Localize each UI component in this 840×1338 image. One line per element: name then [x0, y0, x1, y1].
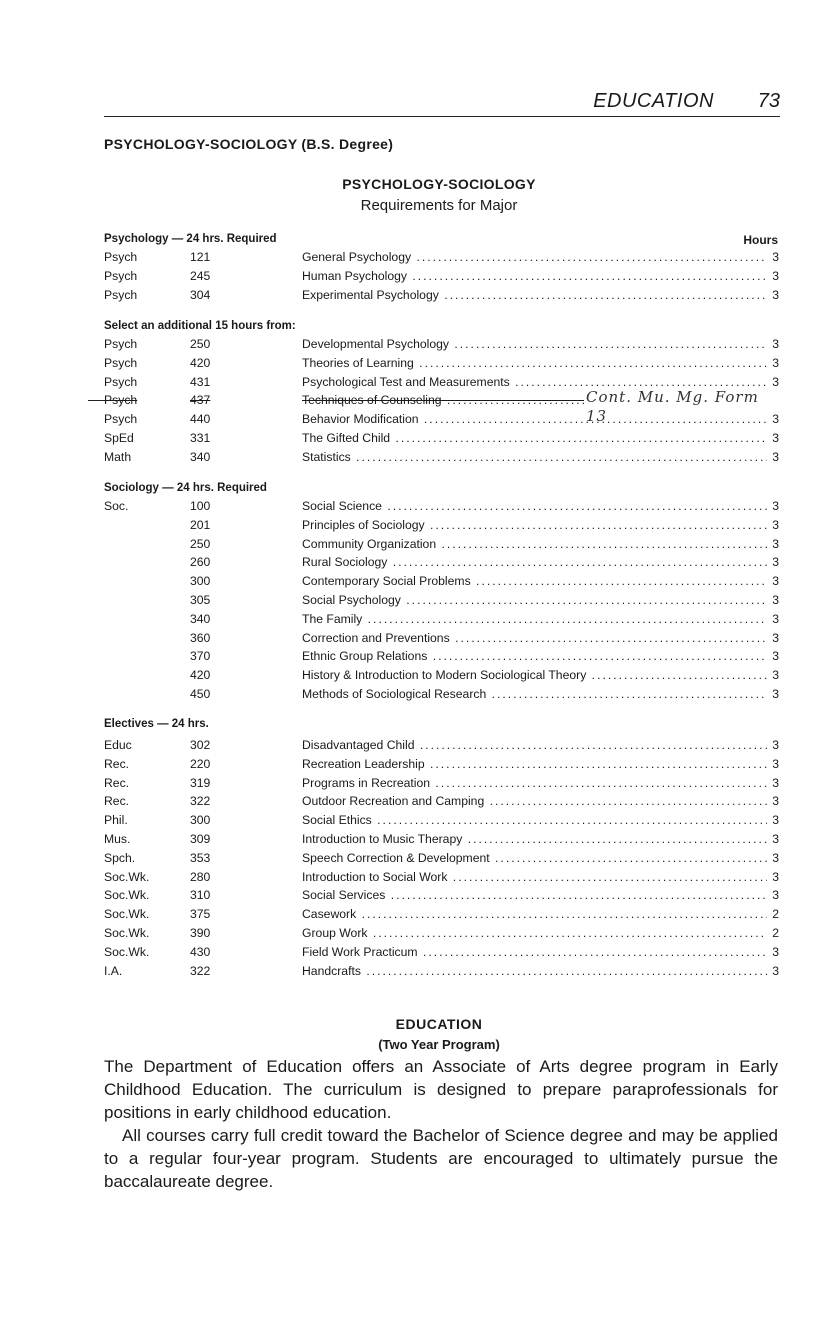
course-title: Introduction to Music Therapy .....	[302, 830, 767, 849]
course-row	[104, 286, 779, 305]
course-row	[104, 811, 779, 830]
psychology-required-list	[104, 248, 779, 304]
course-title: Community Organization .....	[302, 535, 767, 554]
course-dept: Rec.	[104, 756, 130, 771]
course-dept: Phil.	[104, 813, 128, 828]
course-dept: Soc.Wk.	[104, 907, 150, 922]
course-title: Ethnic Group Relations .....	[302, 647, 767, 666]
course-title: Human Psychology .....	[302, 267, 767, 286]
course-title: Developmental Psychology .....	[302, 335, 767, 354]
course-title: The Gifted Child .....	[302, 429, 767, 448]
course-title: Programs in Recreation .....	[302, 774, 767, 793]
course-number: 437	[190, 393, 211, 408]
course-number: 431	[190, 374, 211, 389]
additional-hours-heading: Select an additional 15 hours from:	[104, 320, 296, 332]
course-hours: 3	[772, 649, 779, 664]
course-dept: Psych	[104, 337, 138, 351]
running-head	[104, 90, 780, 117]
course-number: 360	[190, 630, 211, 645]
course-row	[104, 924, 779, 943]
course-title: Group Work .....	[302, 924, 767, 943]
course-hours: 3	[772, 337, 779, 351]
education-paragraph: All courses carry full credit toward the Bachelor of Science degree and may be applied to a regular four-year program. Students are encouraged to ultimately pursue the baccalaureate degree.	[104, 1126, 778, 1191]
course-hours: 3	[772, 574, 779, 589]
course-hours: 3	[772, 374, 779, 389]
course-hours: 3	[772, 412, 779, 427]
course-row	[104, 591, 779, 610]
course-title: Theories of Learning .....	[302, 354, 767, 373]
course-number: 260	[190, 555, 211, 570]
course-row	[104, 553, 779, 572]
course-title: Methods of Sociological Research .....	[302, 685, 767, 704]
course-hours: 3	[772, 963, 779, 978]
course-title: General Psychology .....	[302, 248, 767, 267]
course-hours: 3	[772, 813, 779, 828]
course-number: 331	[190, 430, 211, 445]
course-number: 319	[190, 775, 211, 790]
course-dept: Soc.Wk.	[104, 944, 150, 959]
course-hours: 3	[772, 831, 779, 846]
course-number: 250	[190, 337, 211, 351]
course-number: 302	[190, 738, 211, 752]
psychology-required-heading: Psychology — 24 hrs. Required	[104, 233, 277, 245]
course-title: The Family .....	[302, 610, 767, 629]
course-hours: 3	[772, 449, 779, 464]
course-hours: 3	[772, 775, 779, 790]
course-title: Correction and Preventions .....	[302, 629, 767, 648]
major-subtitle: Requirements for Major	[360, 197, 518, 214]
course-hours: 3	[772, 592, 779, 607]
course-title: Rural Sociology .....	[302, 553, 767, 572]
course-title: Techniques of Counseling .....	[302, 391, 767, 410]
course-number: 280	[190, 869, 211, 884]
course-number: 322	[190, 794, 211, 809]
course-title: Behavior Modification .....	[302, 410, 767, 429]
course-title: Social Science .....	[302, 497, 767, 516]
course-hours: 3	[772, 268, 779, 283]
electives-list	[104, 736, 779, 980]
course-dept: Soc.Wk.	[104, 888, 150, 903]
course-title: Principles of Sociology .....	[302, 516, 767, 535]
additional-hours-list	[104, 335, 779, 467]
course-hours: 3	[772, 738, 779, 752]
course-title: Field Work Practicum .....	[302, 943, 767, 962]
course-title: Speech Correction & Development .....	[302, 849, 767, 868]
course-row	[104, 886, 779, 905]
handwritten-note: Cont. Mu. Mg. Form 13	[584, 388, 779, 426]
course-title: Social Services .....	[302, 886, 767, 905]
course-row	[104, 535, 779, 554]
course-number: 430	[190, 944, 211, 959]
course-hours: 3	[772, 944, 779, 959]
course-number: 250	[190, 536, 211, 551]
course-dept: Soc.	[104, 499, 129, 513]
course-title: Handcrafts .....	[302, 962, 767, 981]
education-paragraph: The Department of Education offers an Associate of Arts degree program in Early Childhood Education. The curriculum is designed to prepare paraprofessionals for positions in early childhood education.	[104, 1057, 778, 1122]
course-row	[104, 830, 779, 849]
course-dept: Math	[104, 449, 132, 464]
course-hours: 3	[772, 668, 779, 683]
course-number: 201	[190, 517, 211, 532]
course-title: History & Introduction to Modern Sociological Theory .....	[302, 666, 767, 685]
course-hours: 3	[772, 555, 779, 570]
course-dept: Educ	[104, 738, 132, 752]
course-row	[104, 905, 779, 924]
course-hours: 3	[772, 850, 779, 865]
course-hours: 3	[772, 517, 779, 532]
course-dept: I.A.	[104, 963, 123, 978]
course-row	[104, 666, 779, 685]
course-dept: Psych	[104, 355, 138, 370]
course-row	[104, 736, 779, 755]
course-hours: 3	[772, 794, 779, 809]
course-title: Contemporary Social Problems .....	[302, 572, 767, 591]
course-dept: Spch.	[104, 850, 136, 865]
course-row	[104, 448, 779, 467]
course-number: 340	[190, 449, 211, 464]
education-subtitle: (Two Year Program)	[378, 1037, 500, 1052]
course-dept: SpEd	[104, 430, 134, 445]
course-hours: 3	[772, 686, 779, 701]
course-number: 375	[190, 907, 211, 922]
course-number: 322	[190, 963, 211, 978]
course-number: 121	[190, 250, 211, 264]
course-row	[104, 943, 779, 962]
course-title: Social Ethics .....	[302, 811, 767, 830]
course-number: 304	[190, 287, 211, 302]
course-title: Introduction to Social Work .....	[302, 868, 767, 887]
course-dept: Psych	[104, 250, 138, 264]
hours-column-heading: Hours	[743, 233, 778, 247]
course-row	[104, 629, 779, 648]
course-row	[104, 335, 779, 354]
course-row	[104, 792, 779, 811]
page-number: 73	[757, 90, 780, 112]
course-number: 245	[190, 268, 211, 283]
sociology-required-list	[104, 497, 779, 704]
course-number: 420	[190, 668, 211, 683]
course-dept: Soc.Wk.	[104, 869, 150, 884]
course-row	[104, 516, 779, 535]
course-title: Experimental Psychology .....	[302, 286, 767, 305]
course-hours: 3	[772, 499, 779, 513]
strike-mark	[88, 400, 104, 401]
course-dept: Psych	[104, 374, 138, 389]
course-hours: 3	[772, 536, 779, 551]
course-dept: Psych	[104, 287, 138, 302]
course-row	[104, 962, 779, 981]
course-dept: Psych	[104, 268, 138, 283]
course-dept: Rec.	[104, 775, 130, 790]
course-row	[104, 849, 779, 868]
course-row	[104, 610, 779, 629]
course-dept: Rec.	[104, 794, 130, 809]
electives-heading: Electives — 24 hrs.	[104, 718, 209, 730]
course-hours: 3	[772, 430, 779, 445]
course-row	[104, 774, 779, 793]
course-row	[104, 248, 779, 267]
course-hours: 3	[772, 250, 779, 264]
course-number: 300	[190, 574, 211, 589]
course-dept: Psych	[104, 393, 138, 408]
course-title: Social Psychology .....	[302, 591, 767, 610]
course-hours: 3	[772, 287, 779, 302]
course-row	[104, 354, 779, 373]
course-title: Recreation Leadership .....	[302, 755, 767, 774]
course-number: 305	[190, 592, 211, 607]
course-hours: 3	[772, 630, 779, 645]
course-row	[104, 497, 779, 516]
course-row	[104, 685, 779, 704]
course-dept: Mus.	[104, 831, 131, 846]
course-row	[104, 647, 779, 666]
course-title: Casework .....	[302, 905, 767, 924]
course-row	[104, 868, 779, 887]
course-number: 390	[190, 925, 211, 940]
course-number: 100	[190, 499, 211, 513]
course-title: Outdoor Recreation and Camping .....	[302, 792, 767, 811]
course-row	[104, 755, 779, 774]
course-hours: 3	[772, 888, 779, 903]
course-hours: 3	[772, 611, 779, 626]
course-number: 340	[190, 611, 211, 626]
section-title: EDUCATION	[593, 90, 714, 112]
course-number: 450	[190, 686, 211, 701]
course-number: 309	[190, 831, 211, 846]
course-dept: Soc.Wk.	[104, 925, 150, 940]
major-title: PSYCHOLOGY-SOCIOLOGY	[342, 176, 536, 192]
course-number: 420	[190, 355, 211, 370]
course-number: 370	[190, 649, 211, 664]
course-title: Disadvantaged Child .....	[302, 736, 767, 755]
course-row	[104, 410, 779, 429]
course-title: Psychological Test and Measurements .....	[302, 373, 767, 392]
course-number: 440	[190, 412, 211, 427]
course-dept: Psych	[104, 412, 138, 427]
education-title: EDUCATION	[395, 1016, 483, 1032]
course-row	[104, 572, 779, 591]
course-number: 310	[190, 888, 211, 903]
course-hours: 2	[772, 907, 779, 922]
course-hours: 2	[772, 925, 779, 940]
course-row	[104, 429, 779, 448]
course-hours: 3	[772, 355, 779, 370]
course-row	[104, 267, 779, 286]
course-number: 353	[190, 850, 211, 865]
course-hours: 3	[772, 869, 779, 884]
course-title: Statistics .....	[302, 448, 767, 467]
course-number: 220	[190, 756, 211, 771]
program-title: PSYCHOLOGY-SOCIOLOGY (B.S. Degree)	[104, 136, 394, 152]
course-hours: 3	[772, 756, 779, 771]
sociology-required-heading: Sociology — 24 hrs. Required	[104, 482, 267, 494]
course-number: 300	[190, 813, 211, 828]
